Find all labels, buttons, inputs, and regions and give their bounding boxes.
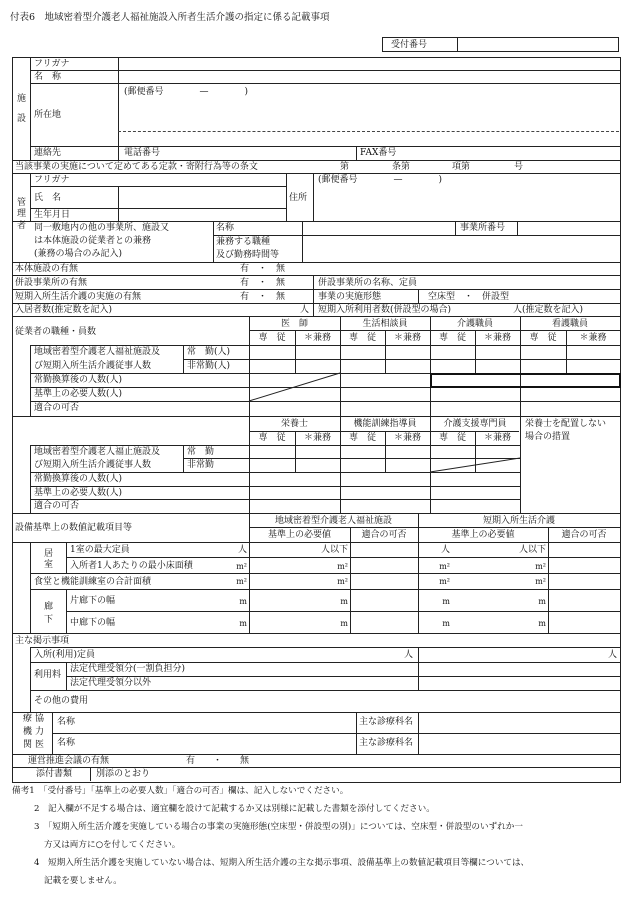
- room-side-label-2: 室: [44, 560, 54, 570]
- medical-side-d: 力: [35, 727, 45, 737]
- nutritionist-concurrent: ＊兼務: [303, 433, 331, 443]
- nutritionist-measure-label-2: 場合の措置: [525, 432, 571, 442]
- unit-facility-corr2-req: m: [340, 619, 348, 628]
- unit-short-area-req: m²: [535, 562, 546, 571]
- corridor-side-label-1: 廊: [44, 602, 54, 612]
- facility-contact-label: 連絡先: [34, 148, 62, 158]
- role-functional-trainer: 機能訓練指導員: [353, 419, 417, 429]
- staff-group-label-1: 地域密着型介護老人福祉施設及: [34, 347, 161, 357]
- nutritionist-measure-label-1: 栄養士を配置しない: [525, 419, 607, 429]
- role-doctor: 医 師: [280, 319, 308, 329]
- residents-label: 入居者数(推定数を記入): [15, 305, 113, 315]
- fee-label: 利用料: [34, 670, 62, 680]
- manager-postal-code: (郵便番号 — ): [318, 175, 443, 185]
- fte-label: 常勤換算後の人数(人): [34, 375, 123, 385]
- concurrent-name-label: 名称: [216, 223, 235, 233]
- corridor-single-label: 片廊下の幅: [70, 596, 116, 606]
- note-3: 3 「短期入所生活介護を実施している場合の事業の実施形態(空床型・併設型の別)」については、空床型・併設型のいずれか一: [34, 822, 523, 832]
- medical-dept-label-2: 主な診療科名: [359, 738, 414, 748]
- attachments-value: 別添のとおり: [96, 769, 151, 779]
- manager-birth-label: 生年月日: [34, 210, 71, 220]
- service-form-label: 事業の実施形態: [318, 292, 382, 302]
- unit-facility-area-req: m²: [337, 562, 348, 571]
- unit-short-corr1-req: m: [538, 597, 546, 606]
- unit-short-corr2-req: m: [538, 619, 546, 628]
- service-form-value[interactable]: 空床型 ・ 併設型: [428, 292, 510, 302]
- note-4-cont: 記載を要しません。: [44, 876, 122, 886]
- medical-side-a: 療: [23, 714, 33, 724]
- unit-facility-cap: 人: [237, 545, 247, 555]
- care-concurrent: ＊兼務: [483, 333, 511, 343]
- capacity-short-unit: 人: [608, 650, 618, 660]
- short-users-label: 短期入所利用者数(併設型の場合): [318, 305, 452, 315]
- combined-office-yes-no[interactable]: 有 ・ 無: [240, 278, 286, 288]
- care-full-time: 専 従: [438, 333, 466, 343]
- unit-facility-area: m²: [236, 562, 247, 571]
- regular2-label: 常 勤: [187, 447, 215, 457]
- nonregular2-label: 非常勤: [187, 460, 215, 470]
- concurrent-duty-label-1: 兼務する職種: [216, 237, 271, 247]
- unit-short-corr2: m: [442, 619, 450, 628]
- articles-label: 当該事業の実施について定めてある定款・寄附行為等の条文: [15, 162, 258, 172]
- fee-other-statutory-label: 法定代理受領分以外: [70, 678, 152, 688]
- main-facility-label: 本体施設の有無: [15, 264, 79, 274]
- staff-group2-label-1: 地域密着型介護老人福止施設及: [34, 447, 161, 457]
- manager-side-label-2: 理: [17, 209, 27, 219]
- articles-ko: 項第: [452, 162, 471, 172]
- caremanager-full-time: 専 従: [438, 433, 466, 443]
- room-area-label: 入所者1人あたりの最小床面積: [70, 561, 193, 571]
- role-nurse: 看護職員: [551, 319, 588, 329]
- facility-postal-code: (郵便番号 — ): [124, 87, 249, 97]
- doctor-concurrent: ＊兼務: [303, 333, 331, 343]
- attachments-label: 添付書類: [36, 769, 73, 779]
- receipt-number-label: 受付番号: [391, 40, 428, 50]
- caremanager-concurrent: ＊兼務: [483, 433, 511, 443]
- facility-fax-label: FAX番号: [360, 148, 397, 158]
- facility-side-label-2: 設: [17, 114, 27, 124]
- facility-required-header: 基準上の必要値: [267, 530, 331, 540]
- committee-label: 運営推進会議の有無: [28, 756, 110, 766]
- manager-address-label: 住所: [289, 193, 308, 203]
- medical-side-c: 機: [23, 727, 33, 737]
- nutritionist-full-time: 専 従: [258, 433, 286, 443]
- equipment-title: 設備基準上の数値記載項目等: [15, 523, 133, 533]
- role-nutritionist: 栄養士: [280, 419, 308, 429]
- trainer-full-time: 専 従: [348, 433, 376, 443]
- capacity-facility-unit: 人: [404, 650, 414, 660]
- concurrent-label-3: (兼務の場合のみ記入): [34, 249, 123, 259]
- medical-name-label-2: 名称: [57, 738, 76, 748]
- equipment-col-facility: 地域密着型介護老人福祉施設: [274, 516, 392, 526]
- articles-jo: 条第: [392, 162, 411, 172]
- medical-side-f: 医: [35, 740, 45, 750]
- unit-facility-corr2: m: [239, 619, 247, 628]
- fte2-label: 常勤換算後の人数(人): [34, 474, 123, 484]
- facility-compliance-header: 適合の可否: [361, 530, 407, 540]
- facility-furigana-label: フリガナ: [34, 59, 70, 69]
- short-stay-yes-no[interactable]: 有 ・ 無: [240, 292, 286, 302]
- nurse-full-time: 専 従: [529, 333, 557, 343]
- medical-name-label-1: 名称: [57, 717, 76, 727]
- combined-office-label: 併設事業所の有無: [15, 278, 88, 288]
- short-users-unit: 人(推定数を記入): [513, 305, 584, 315]
- unit-facility-dining: m²: [236, 577, 247, 586]
- staff-group-label-2: び短期入所生活介護従事人数: [34, 361, 152, 371]
- short-required-header: 基準上の必要値: [451, 530, 515, 540]
- medical-side-b: 協: [35, 714, 45, 724]
- manager-side-label-3: 者: [17, 221, 27, 231]
- note-1: 備考1 「受付番号」「基準上の必要人数」「適合の可否」欄は、記入しないでください。: [12, 786, 349, 796]
- compliance2-label: 適合の可否: [34, 501, 80, 511]
- note-4: 4 短期入所生活介護を実施していない場合は、短期入所生活介護の主な掲示事項、設備基準上の数値記載項目等欄については、: [34, 858, 530, 868]
- unit-facility-corr1-req: m: [340, 597, 348, 606]
- concurrent-office-number-label: 事業所番号: [460, 223, 506, 233]
- combined-office-name-label: 併設事業所の名称、定員: [318, 278, 418, 288]
- role-care-manager: 介護支援専門員: [443, 419, 507, 429]
- role-care-worker: 介護職員: [456, 319, 493, 329]
- trainer-concurrent: ＊兼務: [393, 433, 421, 443]
- role-life-counselor: 生活相談員: [362, 319, 408, 329]
- required-label: 基準上の必要人数(人): [34, 389, 123, 399]
- fee-statutory-label: 法定代理受領分(一割負担分): [70, 664, 186, 674]
- unit-short-cap-req: 人以下: [518, 545, 546, 555]
- note-3-cont: 方又は両方に○を付してください。: [44, 840, 181, 850]
- unit-short-dining: m²: [439, 577, 450, 586]
- doctor-full-time: 専 従: [258, 333, 286, 343]
- concurrent-label-2: は本体施設の従業者との兼務: [34, 236, 152, 246]
- facility-side-label-1: 施: [17, 94, 27, 104]
- unit-short-corr1: m: [442, 597, 450, 606]
- other-costs-label: その他の費用: [34, 696, 89, 706]
- unit-short-dining-req: m²: [535, 577, 546, 586]
- staff-title: 従業者の職種・員数: [15, 327, 97, 337]
- committee-value[interactable]: 有 ・ 無: [186, 756, 250, 766]
- concurrent-duty-label-2: 及び勤務時間等: [216, 250, 280, 260]
- articles-dai: 第: [340, 162, 350, 172]
- medical-dept-label-1: 主な診療科名: [359, 717, 414, 727]
- medical-side-e: 関: [23, 740, 33, 750]
- unit-facility-dining-req: m²: [337, 577, 348, 586]
- equipment-col-short-stay: 短期入所生活介護: [482, 516, 555, 526]
- counselor-full-time: 専 従: [348, 333, 376, 343]
- receipt-number-field[interactable]: [458, 38, 616, 50]
- articles-go: 号: [514, 162, 524, 172]
- staff-group2-label-2: び短期入所生活介護従事人数: [34, 460, 152, 470]
- regular-staff-label: 常 勤(人): [187, 347, 231, 357]
- compliance-label: 適合の可否: [34, 403, 80, 413]
- dining-area-label: 食堂と機能訓練室の合計面積: [34, 577, 152, 587]
- manager-name-label: 氏 名: [34, 193, 62, 203]
- nurse-concurrent: ＊兼務: [579, 333, 607, 343]
- capacity-label: 入所(利用)定員: [34, 650, 96, 660]
- facility-tel-label: 電話番号: [124, 148, 161, 158]
- manager-side-label-1: 管: [17, 198, 27, 208]
- concurrent-label-1: 同一敷地内の他の事業所、施設又: [34, 223, 170, 233]
- unit-facility-cap-req: 人以下: [320, 545, 348, 555]
- room-side-label-1: 居: [44, 549, 54, 559]
- corridor-center-label: 中廊下の幅: [70, 618, 116, 628]
- manager-furigana-label: フリガナ: [34, 175, 70, 185]
- notices-title: 主な掲示事項: [15, 636, 70, 646]
- room-capacity-label: 1室の最大定員: [70, 545, 130, 555]
- residents-unit: 人: [300, 305, 310, 315]
- facility-name-label: 名 称: [34, 72, 62, 82]
- unit-short-cap: 人: [440, 545, 450, 555]
- unit-short-area: m²: [439, 562, 450, 571]
- short-compliance-header: 適合の可否: [561, 530, 607, 540]
- facility-address-label: 所在地: [34, 110, 62, 120]
- nonregular-staff-label: 非常勤(人): [187, 361, 231, 371]
- counselor-concurrent: ＊兼務: [393, 333, 421, 343]
- form-title: 付表6 地域密着型介護老人福祉施設入所者生活介護の指定に係る記載事項: [10, 12, 330, 23]
- unit-facility-corr1: m: [239, 597, 247, 606]
- main-facility-yes-no[interactable]: 有 ・ 無: [240, 264, 286, 274]
- corridor-side-label-2: 下: [44, 615, 54, 625]
- required2-label: 基準上の必要人数(人): [34, 488, 123, 498]
- short-stay-label: 短期入所生活介護の実施の有無: [15, 292, 142, 302]
- note-2: 2 記入欄が不足する場合は、適宜欄を設けて記載するか又は別様に記載した書類を添付してください。: [34, 804, 435, 814]
